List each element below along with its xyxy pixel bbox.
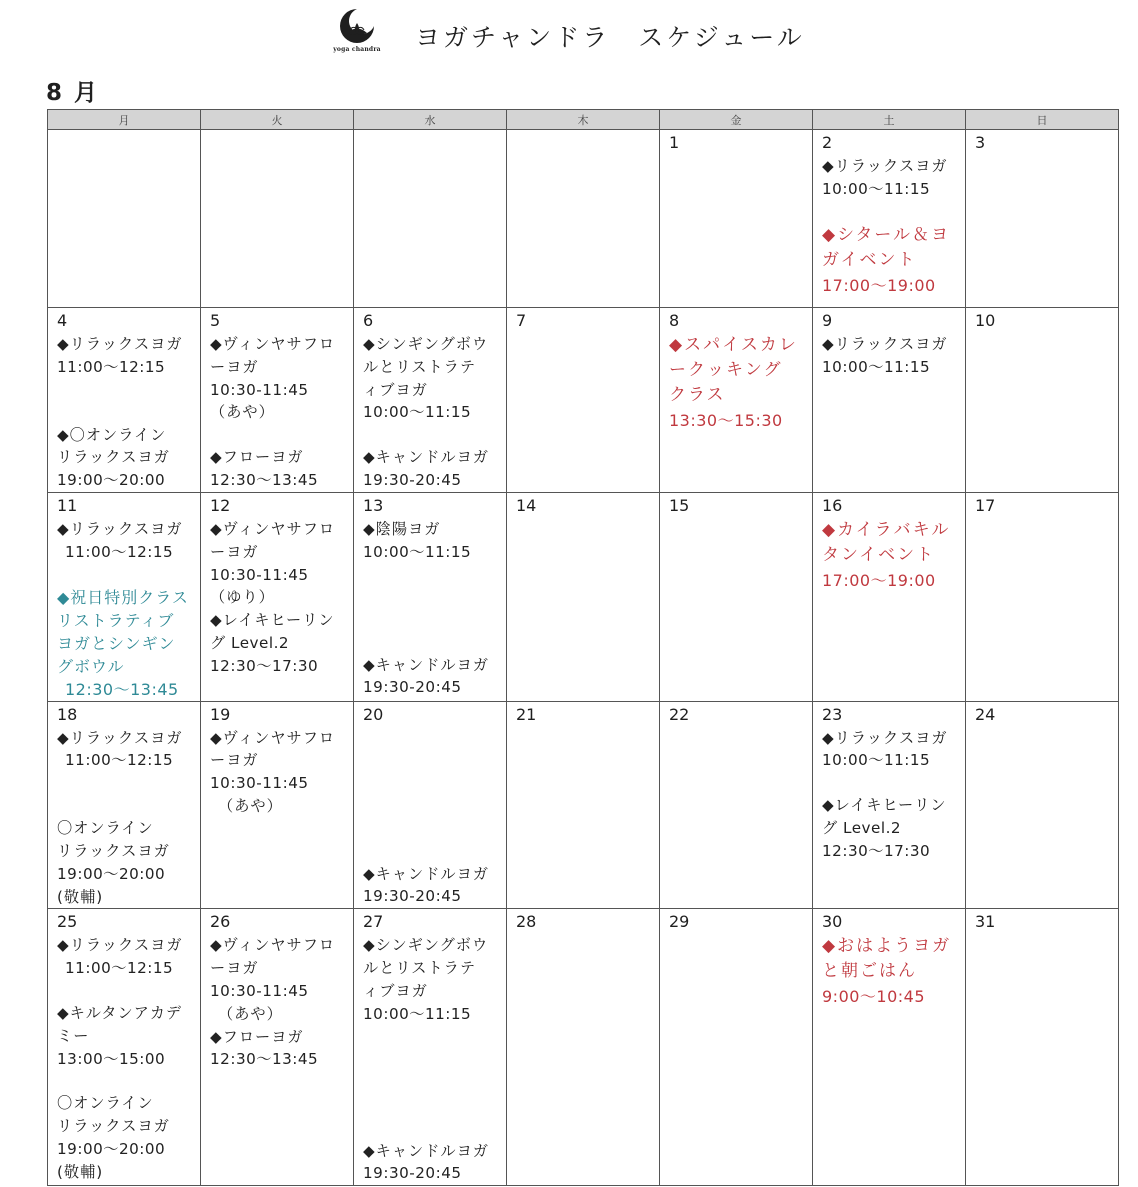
special-event-time: 17:00〜19:00 <box>822 571 936 590</box>
event-name: ーヨガ <box>210 751 259 770</box>
day-number: 13 <box>363 496 384 515</box>
event-time: 11:00〜12:15 <box>65 751 174 770</box>
weekday-tue: 火 <box>201 110 354 130</box>
event-time: 19:00〜20:00 <box>57 1139 166 1158</box>
event-name: ーヨガ <box>210 542 259 561</box>
event-time: 10:30-11:45 <box>210 565 309 584</box>
event-name: ミー <box>57 1026 90 1045</box>
instructor-name: (敬輔) <box>57 887 104 906</box>
day-cell-30 <box>813 909 966 1186</box>
event-name: 〇オンライン <box>57 1094 154 1113</box>
event-time: 10:00〜11:15 <box>822 357 931 376</box>
day-cell-28 <box>507 909 660 1186</box>
holiday-event-name: ◆祝日特別クラス <box>57 587 189 607</box>
event-time: 10:00〜11:15 <box>822 751 931 770</box>
day-number: 24 <box>975 704 996 724</box>
event-time: 12:30〜17:30 <box>822 841 931 860</box>
empty-day-cell <box>354 130 507 308</box>
day-number: 18 <box>57 704 78 724</box>
day-cell-14 <box>507 493 660 702</box>
event-name: ィブヨガ <box>363 981 428 1000</box>
event-name: ◆〇オンライン <box>57 425 167 444</box>
event-name: ◆リラックスヨガ <box>822 728 948 747</box>
event-name: ◆キャンドルヨガ <box>363 1141 489 1160</box>
weekday-wed: 水 <box>354 110 507 130</box>
month-label: 8 月 <box>46 80 100 106</box>
event-name: ◆リラックスヨガ <box>57 936 183 955</box>
day-number: 19 <box>210 704 231 724</box>
day-number: 21 <box>516 704 537 724</box>
special-event-time: 17:00〜19:00 <box>822 275 936 295</box>
event-name: 〇オンライン <box>57 819 154 838</box>
special-event-name: タンイベント <box>822 545 936 565</box>
day-cell-21 <box>507 701 660 909</box>
event-name: ◆リラックスヨガ <box>822 157 948 175</box>
day-cell-10 <box>966 308 1119 493</box>
day-cell-20 <box>354 701 507 909</box>
day-cell-16 <box>813 493 966 702</box>
event-name: ◆フローヨガ <box>210 1027 304 1046</box>
special-event-time: 13:30〜15:30 <box>669 411 783 430</box>
event-name: ◆リラックスヨガ <box>57 520 183 538</box>
weekday-thu: 木 <box>507 110 660 130</box>
week-row <box>48 130 1119 308</box>
week-row <box>48 493 1119 702</box>
special-event-name: ークッキング <box>669 360 783 380</box>
day-cell-13 <box>354 493 507 702</box>
special-event-name: ◆スパイスカレ <box>669 335 798 355</box>
lotus-moon-icon <box>332 6 382 48</box>
day-number: 14 <box>516 496 537 515</box>
weekday-fri: 金 <box>660 110 813 130</box>
day-cell-1 <box>660 130 813 308</box>
day-cell-2 <box>813 130 966 308</box>
day-cell-11 <box>48 493 201 702</box>
empty-day-cell <box>48 130 201 308</box>
day-cell-12 <box>201 493 354 702</box>
week-row <box>48 909 1119 1186</box>
day-cell-7 <box>507 308 660 493</box>
day-number: 31 <box>975 912 996 932</box>
holiday-event-time: 12:30〜13:45 <box>65 679 179 699</box>
event-time: 12:30〜13:45 <box>210 1050 319 1069</box>
event-name: ◆リラックスヨガ <box>57 335 183 353</box>
logo-text: yoga chandra <box>333 46 381 53</box>
yoga-chandra-logo <box>332 6 382 62</box>
event-name: ◆キャンドルヨガ <box>363 864 489 883</box>
event-time: 10:00〜11:15 <box>822 179 931 198</box>
event-name: ルとリストラテ <box>363 357 477 376</box>
day-number: 10 <box>975 311 996 330</box>
holiday-event-name: ヨガとシンギン <box>57 633 176 653</box>
event-name: ィブヨガ <box>363 380 428 399</box>
event-time: 12:30〜17:30 <box>210 656 319 675</box>
event-time: 19:30-20:45 <box>363 470 462 489</box>
event-time: 13:00〜15:00 <box>57 1049 166 1068</box>
instructor-name: (敬輔) <box>57 1162 104 1181</box>
special-event-name: ◆カイラバキル <box>822 520 951 540</box>
day-cell-4 <box>48 308 201 493</box>
day-cell-5 <box>201 308 354 493</box>
day-number: 11 <box>57 496 78 515</box>
event-name: ◆ヴィンヤサフロ <box>210 335 336 353</box>
day-number: 12 <box>210 496 231 515</box>
week-row <box>48 701 1119 909</box>
event-time: 11:00〜12:15 <box>65 959 174 978</box>
page-header <box>0 6 1138 66</box>
day-cell-3 <box>966 130 1119 308</box>
day-cell-8 <box>660 308 813 493</box>
weekday-sun: 日 <box>966 110 1119 130</box>
day-number: 7 <box>516 311 527 330</box>
event-name: ◆レイキヒーリン <box>822 796 947 815</box>
instructor-name: （ゆり） <box>210 588 275 607</box>
day-number: 26 <box>210 912 231 932</box>
event-time: 19:30-20:45 <box>363 887 462 906</box>
instructor-name: （あや） <box>218 796 283 815</box>
event-name: ◆ヴィンヤサフロ <box>210 936 336 955</box>
special-event-name: ◆シタール＆ヨ <box>822 224 951 245</box>
day-cell-19 <box>201 701 354 909</box>
day-cell-31 <box>966 909 1119 1186</box>
page-title: ヨガチャンドラ スケジュール <box>415 23 805 52</box>
day-number: 23 <box>822 704 843 724</box>
event-time: 19:30-20:45 <box>363 1164 462 1183</box>
weekday-mon: 月 <box>48 110 201 130</box>
event-name: ◆リラックスヨガ <box>57 728 183 747</box>
event-name: ◆キャンドルヨガ <box>363 448 489 467</box>
event-name: ーヨガ <box>210 959 259 978</box>
event-name: ◆レイキヒーリン <box>210 611 335 630</box>
special-event-time: 9:00〜10:45 <box>822 987 926 1007</box>
event-time: 10:30-11:45 <box>210 380 309 399</box>
day-number: 17 <box>975 496 996 515</box>
event-name: リラックスヨガ <box>57 448 170 467</box>
day-cell-6 <box>354 308 507 493</box>
day-number: 2 <box>822 133 833 152</box>
day-number: 9 <box>822 311 833 330</box>
day-number: 5 <box>210 311 221 330</box>
day-cell-25 <box>48 909 201 1186</box>
day-number: 15 <box>669 496 690 515</box>
day-number: 3 <box>975 133 986 152</box>
event-name: ◆キャンドルヨガ <box>363 655 489 674</box>
event-name: グ Level.2 <box>822 818 902 837</box>
event-name: ◆ヴィンヤサフロ <box>210 728 336 747</box>
day-cell-9 <box>813 308 966 493</box>
instructor-name: （あや） <box>210 403 275 422</box>
event-time: 12:30〜13:45 <box>210 470 319 489</box>
event-time: 11:00〜12:15 <box>57 357 166 376</box>
day-cell-18 <box>48 701 201 909</box>
empty-day-cell <box>507 130 660 308</box>
event-name: ◆シンギングボウ <box>363 335 489 353</box>
day-cell-17 <box>966 493 1119 702</box>
weekday-header-row <box>48 110 1119 130</box>
event-name: ◆リラックスヨガ <box>822 335 948 353</box>
special-event-name: ◆おはようヨガ <box>822 936 952 957</box>
day-cell-23 <box>813 701 966 909</box>
event-name: ーヨガ <box>210 357 259 376</box>
event-time: 10:00〜11:15 <box>363 1004 472 1023</box>
day-cell-24 <box>966 701 1119 909</box>
day-number: 8 <box>669 311 680 330</box>
event-time: 11:00〜12:15 <box>65 542 174 561</box>
day-number: 22 <box>669 704 690 724</box>
day-cell-29 <box>660 909 813 1186</box>
event-time: 19:30-20:45 <box>363 678 462 697</box>
day-number: 29 <box>669 912 690 932</box>
weekday-sat: 土 <box>813 110 966 130</box>
day-number: 6 <box>363 311 374 330</box>
event-name: ◆シンギングボウ <box>363 936 489 955</box>
event-name: ◆フローヨガ <box>210 448 304 467</box>
day-cell-26 <box>201 909 354 1186</box>
day-number: 20 <box>363 704 384 724</box>
event-name: ルとリストラテ <box>363 959 477 978</box>
event-name: リラックスヨガ <box>57 1117 170 1136</box>
event-name: ◆ヴィンヤサフロ <box>210 520 336 538</box>
day-number: 25 <box>57 912 78 932</box>
instructor-name: （あや） <box>218 1004 283 1023</box>
event-time: 10:30-11:45 <box>210 774 309 793</box>
empty-day-cell <box>201 130 354 308</box>
day-cell-22 <box>660 701 813 909</box>
special-event-name: と朝ごはん <box>822 961 917 982</box>
event-time: 10:00〜11:15 <box>363 542 472 561</box>
special-event-name: クラス <box>669 385 726 405</box>
holiday-event-name: リストラティブ <box>57 610 175 630</box>
schedule-calendar <box>47 109 1119 1186</box>
day-number: 27 <box>363 912 384 932</box>
day-cell-27 <box>354 909 507 1186</box>
week-row <box>48 308 1119 493</box>
event-name: ◆キルタンアカデ <box>57 1003 183 1022</box>
holiday-event-name: グボウル <box>57 656 125 676</box>
special-event-name: ガイベント <box>822 249 917 270</box>
day-number: 1 <box>669 133 680 152</box>
day-number: 28 <box>516 912 537 932</box>
day-number: 30 <box>822 912 843 932</box>
event-name: グ Level.2 <box>210 633 290 652</box>
day-number: 16 <box>822 496 843 515</box>
event-time: 10:30-11:45 <box>210 981 309 1000</box>
event-name: リラックスヨガ <box>57 841 170 860</box>
event-time: 19:00〜20:00 <box>57 864 166 883</box>
event-time: 19:00〜20:00 <box>57 471 166 490</box>
event-time: 10:00〜11:15 <box>363 403 472 422</box>
day-number: 4 <box>57 311 68 330</box>
event-name: ◆陰陽ヨガ <box>363 520 441 538</box>
day-cell-15 <box>660 493 813 702</box>
